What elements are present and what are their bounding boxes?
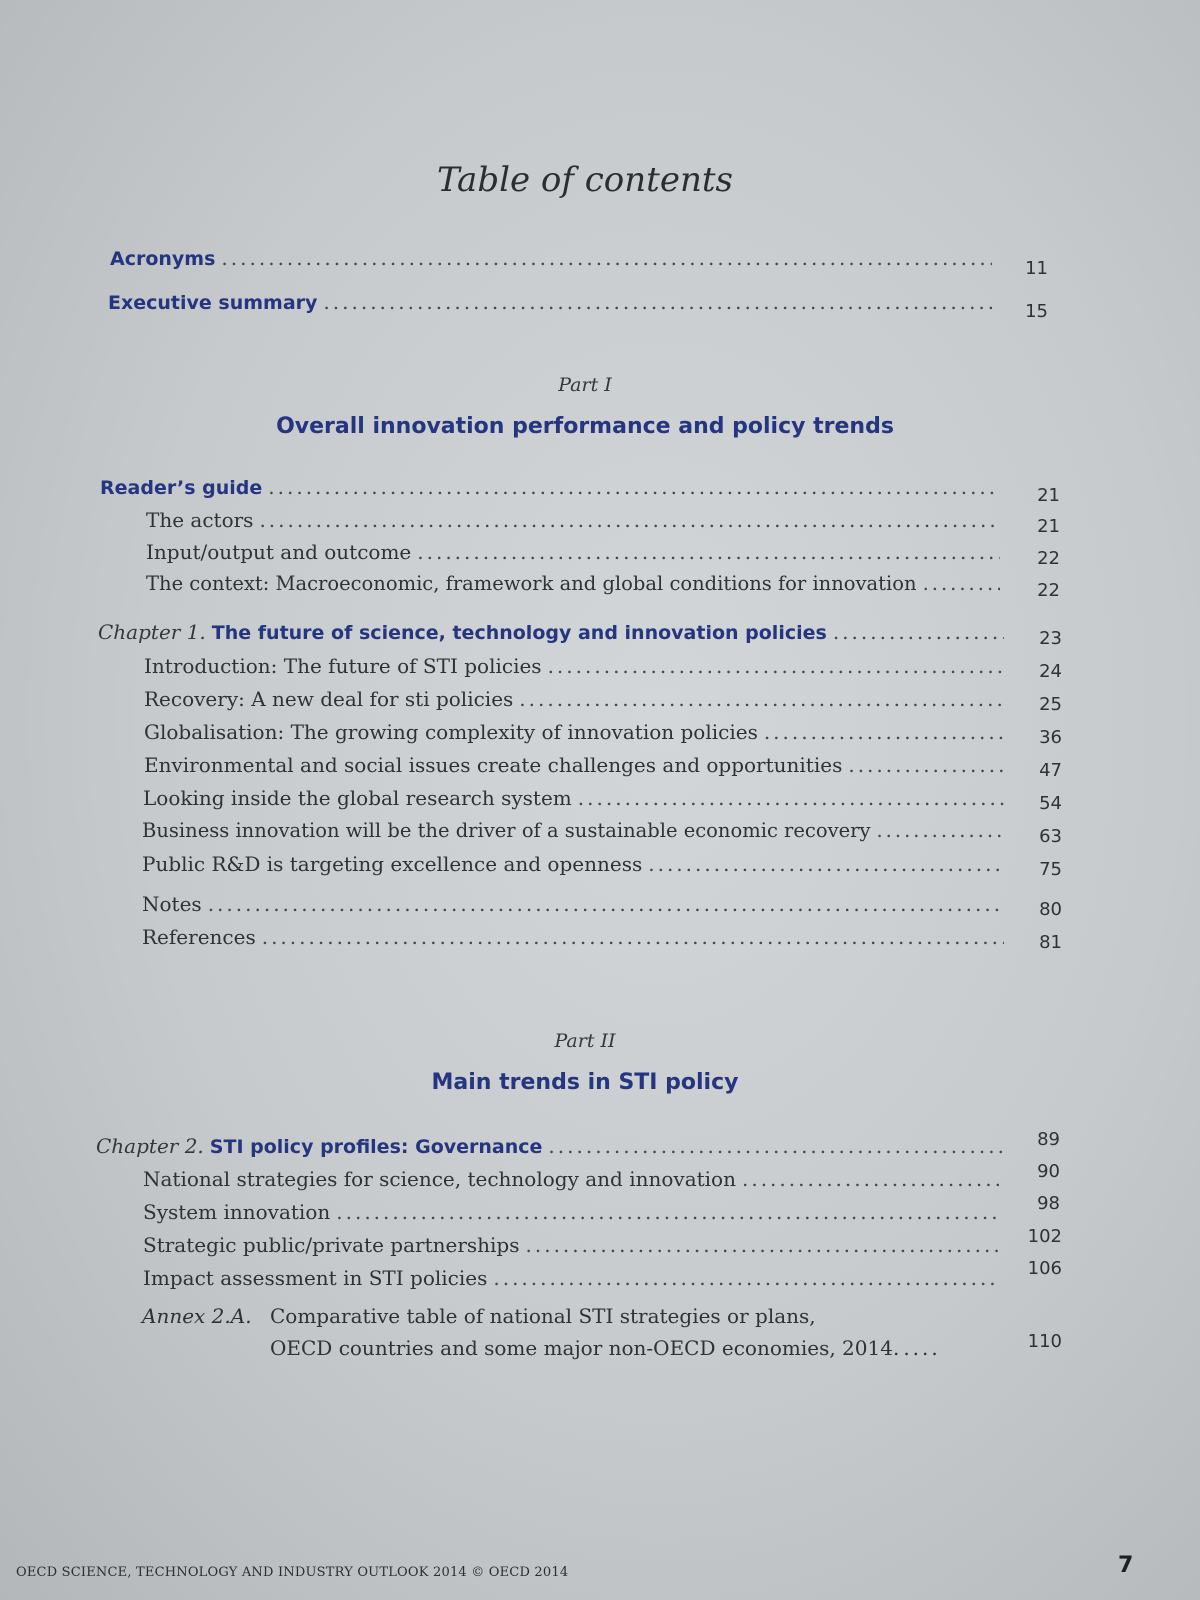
toc-page-number: 102 — [1027, 1226, 1062, 1247]
toc-entry-label: Input/output and outcome — [146, 540, 412, 564]
toc-entry-label: National strategies for science, technology and innovation — [143, 1167, 736, 1191]
toc-entry-label: References — [142, 925, 256, 949]
toc-entry-annex[interactable] — [142, 1304, 942, 1360]
toc-page-number: 89 — [1037, 1129, 1060, 1150]
toc-page-number: 80 — [1039, 899, 1062, 920]
toc-entry-section[interactable] — [144, 687, 1010, 711]
annex-title-line-2: OECD countries and some major non-OECD economies, 2014. — [270, 1336, 900, 1360]
dot-leader — [336, 1200, 999, 1224]
dot-leader — [648, 852, 1004, 876]
toc-page-number: 15 — [1025, 301, 1048, 322]
dot-leader — [221, 246, 992, 270]
dot-leader — [578, 786, 1004, 810]
dot-leader — [493, 1266, 999, 1290]
toc-entry-section[interactable] — [144, 654, 1010, 678]
toc-entry-section[interactable] — [146, 540, 1006, 564]
toc-entry-label: Looking inside the global research system — [143, 786, 572, 810]
dot-leader — [526, 1233, 1000, 1257]
toc-entry-section[interactable] — [143, 1266, 1005, 1290]
toc-entry-executive-summary[interactable] — [108, 290, 998, 314]
toc-entry-label: Public R&D is targeting excellence and openness — [142, 852, 643, 876]
dot-leader — [208, 892, 1004, 916]
toc-entry-label: Acronyms — [110, 248, 216, 270]
toc-entry-label: Introduction: The future of STI policies — [144, 654, 542, 678]
part-title: Overall innovation performance and policy trends — [276, 414, 894, 439]
dot-leader — [833, 620, 1004, 644]
dot-leader — [417, 540, 1000, 564]
toc-page-number: 63 — [1039, 826, 1062, 847]
dot-leader — [519, 687, 1004, 711]
chapter-prefix: Chapter 1. — [98, 620, 206, 644]
dot-leader — [764, 720, 1004, 744]
dot-leader — [323, 290, 992, 314]
toc-page-number: 81 — [1039, 932, 1062, 953]
toc-page-number: 110 — [1027, 1331, 1062, 1352]
toc-entry-label: Notes — [142, 892, 202, 916]
toc-page-number: 25 — [1039, 694, 1062, 715]
toc-page-number: 90 — [1037, 1161, 1060, 1182]
toc-entry-section[interactable] — [143, 1167, 1005, 1191]
toc-entry-label: Environmental and social issues create challenges and opportunities — [144, 753, 843, 777]
toc-entry-references[interactable] — [142, 925, 1010, 949]
dot-leader — [262, 925, 1004, 949]
toc-page-number: 75 — [1039, 859, 1062, 880]
toc-entry-section[interactable] — [143, 1200, 1005, 1224]
dot-leader — [259, 508, 1000, 532]
toc-entry-section[interactable] — [143, 786, 1010, 810]
annex-row-1 — [142, 1304, 942, 1328]
toc-entry-section[interactable] — [144, 753, 1010, 777]
toc-entry-label: Globalisation: The growing complexity of innovation policies — [144, 720, 758, 744]
toc-page-number: 24 — [1039, 661, 1062, 682]
annex-code: Annex 2.A. — [142, 1304, 252, 1328]
toc-page-number: 23 — [1039, 628, 1062, 649]
dot-leader — [848, 753, 1004, 777]
toc-page-number: 106 — [1027, 1258, 1062, 1279]
toc-entry-label: Strategic public/private partnerships — [143, 1233, 520, 1257]
toc-entry-label: Recovery: A new deal for sti policies — [144, 687, 514, 711]
toc-entry-acronyms[interactable] — [110, 246, 998, 270]
toc-page-number: 21 — [1037, 485, 1060, 506]
toc-page-number: 21 — [1037, 516, 1060, 537]
page-number: 7 — [1118, 1553, 1134, 1578]
dot-leader — [548, 1134, 1002, 1158]
dot-leader — [876, 819, 1004, 842]
toc-entry-label: Executive summary — [108, 292, 318, 314]
toc-entry-section[interactable] — [144, 720, 1010, 744]
toc-entry-chapter-1[interactable] — [98, 620, 1010, 644]
toc-page-number: 36 — [1039, 727, 1062, 748]
toc-entry-label: Reader’s guide — [100, 477, 263, 499]
dot-leader — [923, 572, 1000, 595]
part-label: Part I — [558, 374, 612, 396]
dot-leader — [742, 1167, 999, 1191]
toc-page-number: 22 — [1037, 580, 1060, 601]
toc-entry-section[interactable] — [143, 1233, 1005, 1257]
chapter-title: STI policy profiles: Governance — [209, 1136, 543, 1158]
toc-entry-section[interactable] — [142, 819, 1010, 842]
toc-page-number: 47 — [1039, 760, 1062, 781]
toc-entry-label: Business innovation will be the driver of a sustainable economic recovery — [142, 819, 871, 842]
toc-page-number: 98 — [1037, 1193, 1060, 1214]
part-label: Part II — [554, 1030, 616, 1052]
toc-page-number: 54 — [1039, 793, 1062, 814]
dot-leader — [268, 475, 1000, 499]
toc-entry-section[interactable] — [142, 852, 1010, 876]
toc-entry-label: The context: Macroeconomic, framework and global conditions for innovation — [146, 572, 917, 595]
chapter-title: The future of science, technology and innovation policies — [211, 622, 827, 644]
chapter-prefix: Chapter 2. — [96, 1134, 204, 1158]
dot-leader — [548, 654, 1004, 678]
toc-page-number: 22 — [1037, 548, 1060, 569]
toc-page-number: 11 — [1025, 258, 1048, 279]
toc-entry-chapter-2[interactable] — [96, 1134, 1008, 1158]
toc-entry-label: The actors — [146, 508, 254, 532]
part-title: Main trends in STI policy — [431, 1070, 739, 1095]
toc-heading: Table of contents — [437, 160, 733, 200]
toc-entry-readers-guide[interactable] — [100, 475, 1006, 499]
toc-entry-section[interactable] — [146, 572, 1006, 595]
dot-leader — [903, 1336, 942, 1360]
toc-entry-label: Impact assessment in STI policies — [143, 1266, 488, 1290]
toc-entry-label: System innovation — [143, 1200, 331, 1224]
annex-title-line-1: Comparative table of national STI strategies or plans, — [270, 1304, 816, 1328]
page-footer: OECD SCIENCE, TECHNOLOGY AND INDUSTRY OUTLOOK 2014 © OECD 2014 — [16, 1565, 569, 1580]
annex-row-2 — [142, 1336, 942, 1360]
toc-entry-section[interactable] — [146, 508, 1006, 532]
toc-entry-notes[interactable] — [142, 892, 1010, 916]
